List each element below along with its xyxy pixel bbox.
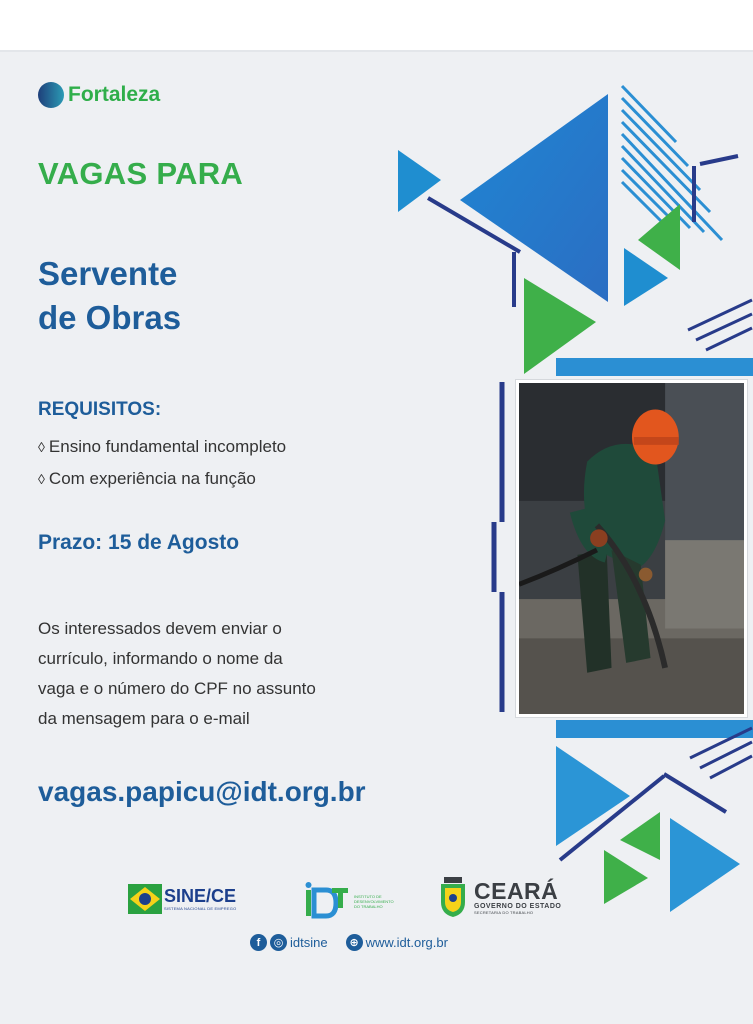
idt-subtitle: INSTITUTO DE DESENVOLVIMENTO DO TRABALHO <box>354 893 394 909</box>
job-title <box>38 252 181 340</box>
deco-line <box>700 156 738 164</box>
social-links <box>250 934 448 951</box>
sine-subtitle: SISTEMA NACIONAL DE EMPREGO <box>164 906 237 911</box>
requirements-list <box>38 431 286 495</box>
deco-triangle-green-right <box>638 204 680 270</box>
deco-bar-top <box>556 358 753 376</box>
diamond-bullet-icon: ◊ <box>38 439 45 455</box>
headline: VAGAS PARA <box>38 156 244 191</box>
instagram-icon[interactable]: ◎ <box>270 934 287 951</box>
contact-email[interactable]: vagas.papicu@idt.org.br <box>38 776 366 807</box>
social-handle[interactable]: idtsine <box>290 935 328 950</box>
ceara-crest-icon <box>438 876 468 918</box>
idt-mark-icon <box>304 882 350 920</box>
website-link[interactable]: www.idt.org.br <box>365 935 448 950</box>
job-title-line1: Servente <box>38 255 178 292</box>
city-tag <box>38 82 160 108</box>
requirement-item: ◊ Ensino fundamental incompleto <box>38 437 287 456</box>
globe-icon: ⊕ <box>346 934 363 951</box>
worker-photo <box>516 380 747 717</box>
deco-triangle-large <box>460 94 608 302</box>
ceara-government: GOVERNO DO ESTADO <box>474 903 562 910</box>
deco-triangle-green-bottom <box>620 812 660 860</box>
idt-logo <box>304 882 400 920</box>
sponsor-logos <box>0 872 753 932</box>
ceara-name: CEARÁ <box>474 878 559 904</box>
deco-bar-bottom <box>556 720 753 738</box>
job-poster <box>0 52 753 1024</box>
ceara-government-logo <box>438 876 561 918</box>
deadline: Prazo: 15 de Agosto <box>38 531 240 554</box>
sine-name: SINE/CE <box>164 886 237 906</box>
location-dot-icon <box>38 82 64 108</box>
requirement-item: ◊ Com experiência na função <box>38 469 256 488</box>
facebook-icon[interactable]: f <box>250 934 267 951</box>
requirements-title: REQUISITOS: <box>38 399 162 420</box>
brazil-flag-icon <box>128 884 162 914</box>
diamond-bullet-icon: ◊ <box>38 471 45 487</box>
deco-stripes-right <box>688 300 752 350</box>
city-label: Fortaleza <box>68 83 161 106</box>
sine-ce-logo <box>128 884 236 914</box>
deco-line <box>664 774 726 812</box>
ceara-secretariat: SECRETARIA DO TRABALHO <box>474 910 534 915</box>
instructions-text: Os interessados devem enviar o currículo, informando o nome da vaga e o número do CPF no assunto da mensagem para o e-mail <box>38 619 316 728</box>
job-title-line2: de Obras <box>38 299 182 336</box>
